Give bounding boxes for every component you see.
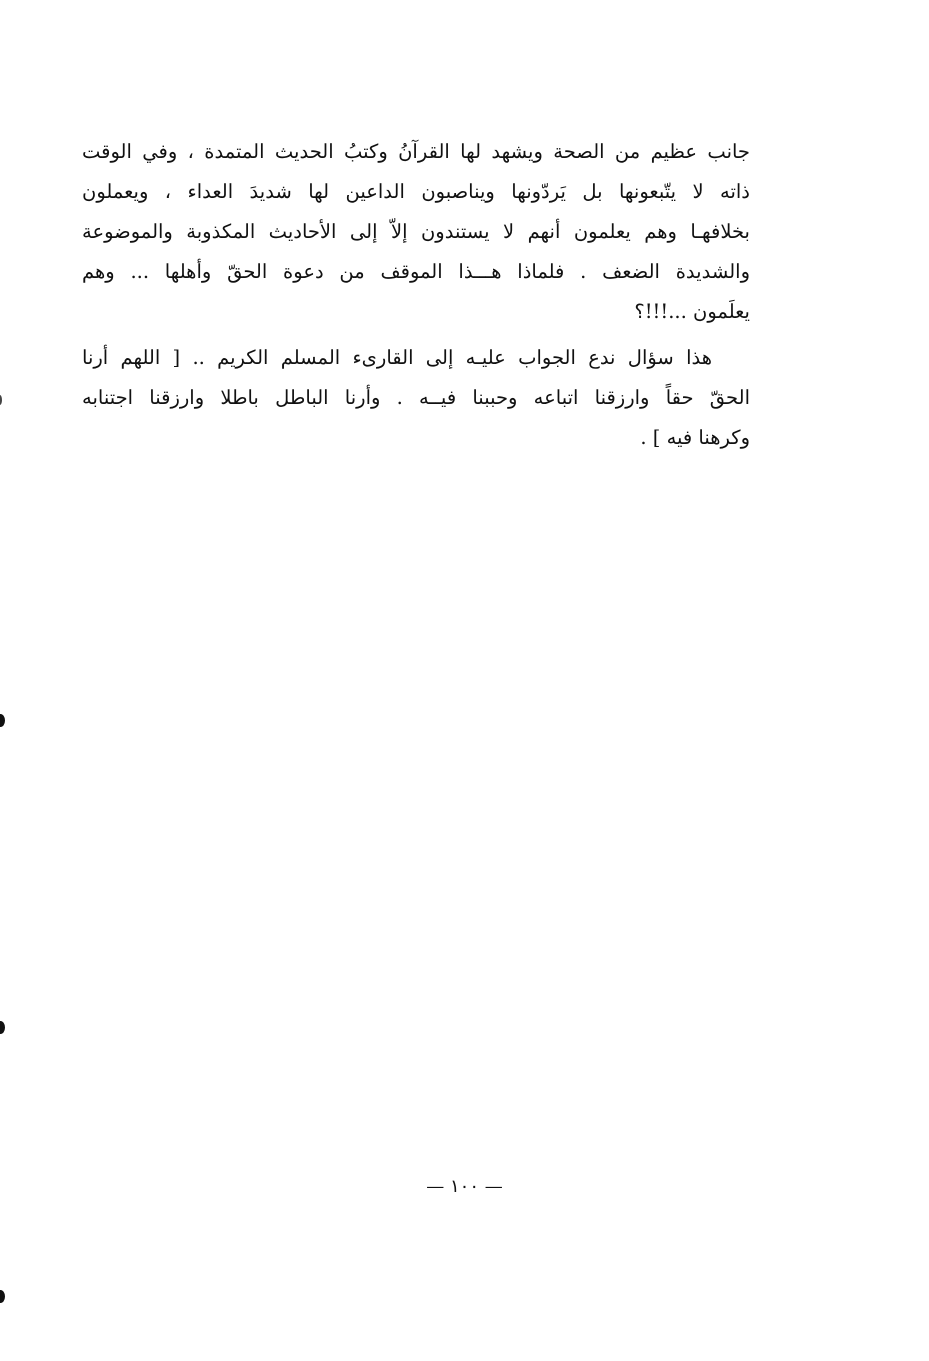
scan-edge-mark (0, 714, 5, 727)
scan-edge-mark (0, 1021, 5, 1034)
text-line: والشديدة الضعف . فلماذا هـــذا الموقف من دعوة الحقّ وأهلها ... وهم (82, 260, 750, 283)
page-number: — ١٠٠ — (426, 1176, 503, 1197)
text-line: هذا سؤال ندع الجواب عليـه إلى القارىء المسلم الكريم .. [ اللهم أرنا (82, 346, 712, 369)
scan-edge-mark (0, 1290, 5, 1303)
paragraph-2 (82, 338, 750, 458)
scan-edge-mark (0, 395, 2, 405)
text-line: بخلافهـا وهم يعلمون أنهم لا يستندون إلاّ إلى الأحاديث المكذوبة والموضوعة (82, 220, 750, 243)
text-line: جانب عظيم من الصحة ويشهد لها القرآنُ وكتبُ الحديث المتمدة ، وفي الوقت (82, 140, 750, 163)
body-text (82, 132, 750, 458)
text-line: يعلَمون ...!!!؟ (634, 300, 750, 323)
text-line: الحقّ حقاً وارزقنا اتباعه وحببنا فيــه . وأرنا الباطل باطلا وارزقنا اجتنابه (82, 386, 750, 409)
text-line: ذاته لا يتّبعونها بل يَردّونها ويناصبون الداعين لها شديدَ العداء ، ويعملون (82, 180, 750, 203)
text-line: وكرهنا فيه ] . (640, 426, 750, 449)
paragraph-1 (82, 132, 750, 332)
